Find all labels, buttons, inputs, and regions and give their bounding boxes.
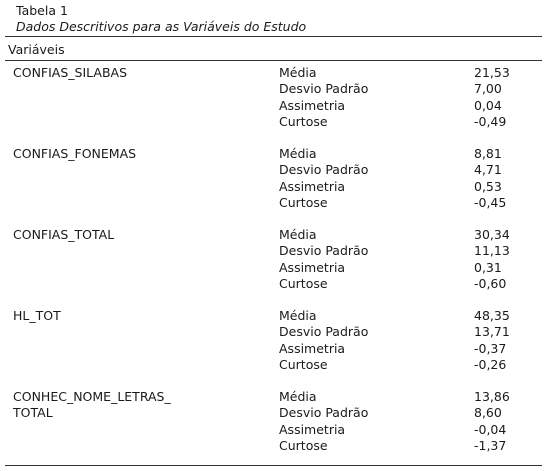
stat-name: Curtose: [279, 194, 328, 210]
stat-value: -0,26: [474, 356, 507, 372]
stat-value: 0,53: [474, 178, 502, 194]
variable-name: CONFIAS_SILABAS: [13, 65, 128, 80]
stat-row: [0, 195, 549, 211]
stat-row: [0, 243, 549, 259]
stat-value: 13,71: [474, 324, 510, 340]
stat-name: Desvio Padrão: [279, 81, 369, 97]
variable-name: CONFIAS_FONEMAS: [13, 146, 137, 161]
table-caption-title: Dados Descritivos para as Variáveis do Estudo: [16, 19, 307, 34]
stat-name: Assimetria: [279, 421, 346, 437]
stat-value: 7,00: [474, 81, 502, 97]
stat-name: Desvio Padrão: [279, 405, 369, 421]
stat-name: Média: [279, 308, 317, 323]
column-header-variables: Variáveis: [8, 42, 65, 57]
stat-row: [0, 389, 549, 405]
stat-value: -0,04: [474, 421, 507, 437]
stat-row: [0, 260, 549, 276]
stat-value: -0,45: [474, 194, 507, 210]
stat-row: [0, 341, 549, 357]
stat-name: Curtose: [279, 113, 328, 129]
stat-name: Média: [279, 389, 317, 404]
stat-value: 0,04: [474, 97, 502, 113]
stat-value: -1,37: [474, 437, 507, 453]
stat-value: 13,86: [474, 389, 510, 404]
stat-value: 8,81: [474, 146, 502, 161]
stat-row: [0, 438, 549, 454]
stat-row: [0, 227, 549, 243]
stat-name: Assimetria: [279, 259, 346, 275]
stat-name: Média: [279, 65, 317, 80]
stat-value: 48,35: [474, 308, 510, 323]
stat-name: Assimetria: [279, 178, 346, 194]
stat-row: [0, 162, 549, 178]
stat-name: Assimetria: [279, 97, 346, 113]
stat-row: [0, 114, 549, 130]
bottom-rule: [5, 465, 542, 466]
stat-value: 11,13: [474, 243, 510, 259]
header-rule: [5, 60, 542, 61]
stat-value: 8,60: [474, 405, 502, 421]
stat-name: Média: [279, 227, 317, 242]
stat-name: Curtose: [279, 275, 328, 291]
stat-row: [0, 324, 549, 340]
stat-name: Desvio Padrão: [279, 324, 369, 340]
stat-name: Curtose: [279, 356, 328, 372]
variable-name: CONFIAS_TOTAL: [13, 227, 115, 242]
stat-row: [0, 65, 549, 81]
stat-row: [0, 308, 549, 324]
variable-name: HL_TOT: [13, 308, 61, 323]
stat-row: [0, 179, 549, 195]
stat-name: Média: [279, 146, 317, 161]
stat-value: 30,34: [474, 227, 510, 242]
table-caption-label: Tabela 1: [16, 3, 68, 18]
top-rule: [5, 36, 542, 37]
stat-name: Curtose: [279, 437, 328, 453]
stat-value: 21,53: [474, 65, 510, 80]
stat-row: [0, 357, 549, 373]
stat-name: Desvio Padrão: [279, 162, 369, 178]
stat-row: [0, 405, 549, 421]
stat-row: [0, 98, 549, 114]
stat-value: -0,60: [474, 275, 507, 291]
stat-row: [0, 422, 549, 438]
stat-name: Assimetria: [279, 340, 346, 356]
stat-value: 0,31: [474, 259, 502, 275]
stat-name: Desvio Padrão: [279, 243, 369, 259]
stat-row: [0, 276, 549, 292]
stat-value: -0,49: [474, 113, 507, 129]
stat-value: -0,37: [474, 340, 507, 356]
stat-row: [0, 81, 549, 97]
stat-row: [0, 146, 549, 162]
variable-name: CONHEC_NOME_LETRAS_ TOTAL: [13, 389, 171, 421]
stat-value: 4,71: [474, 162, 502, 178]
